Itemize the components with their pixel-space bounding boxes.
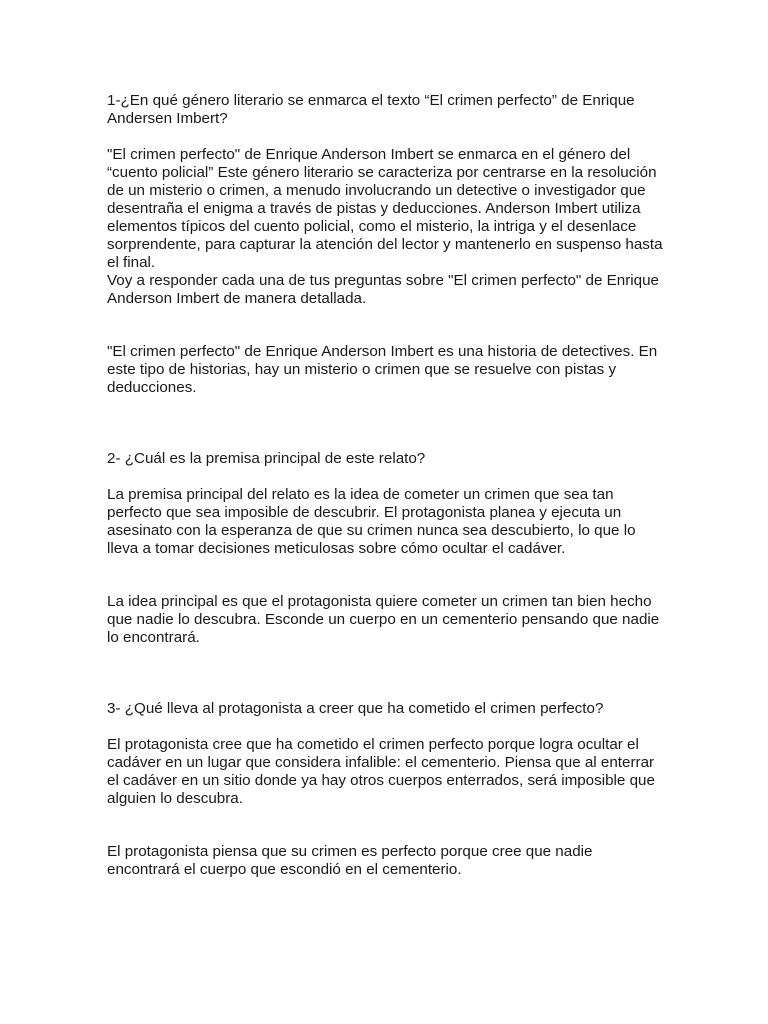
text-line: deducciones.	[107, 379, 197, 396]
text-line: “cuento policial” Este género literario se caracteriza por centrarse en la resolución	[107, 164, 657, 181]
text-line: "El crimen perfecto" de Enrique Anderson Imbert se enmarca en el género del	[107, 146, 631, 163]
text-line: 3- ¿Qué lleva al protagonista a creer que ha cometido el crimen perfecto?	[107, 700, 604, 717]
text-line: 1-¿En qué género literario se enmarca el texto “El crimen perfecto” de Enrique	[107, 92, 635, 109]
text-line: lleva a tomar decisiones meticulosas sobre cómo ocultar el cadáver.	[107, 540, 566, 557]
text-line: el cadáver en un sitio donde ya hay otros cuerpos enterrados, será imposible que	[107, 772, 655, 789]
answer-1-paragraph	[107, 146, 667, 308]
question-2	[107, 450, 667, 468]
text-line: elementos típicos del cuento policial, como el misterio, la intriga y el desenlace	[107, 218, 637, 235]
text-line: Andersen Imbert?	[107, 110, 228, 127]
answer-2-summary	[107, 593, 667, 647]
text-line: desentraña el enigma a través de pistas y deducciones. Anderson Imbert utiliza	[107, 200, 641, 217]
text-line: este tipo de historias, hay un misterio o crimen que se resuelve con pistas y	[107, 361, 617, 378]
text-line: el final.	[107, 254, 156, 271]
text-line: La idea principal es que el protagonista quiere cometer un crimen tan bien hecho	[107, 593, 652, 610]
text-line: que nadie lo descubra. Esconde un cuerpo en un cementerio pensando que nadie	[107, 611, 660, 628]
answer-3-summary	[107, 843, 667, 879]
text-line: alguien lo descubra.	[107, 790, 243, 807]
text-line: La premisa principal del relato es la idea de cometer un crimen que sea tan	[107, 486, 614, 503]
text-line: perfecto que sea imposible de descubrir. El protagonista planea y ejecuta un	[107, 504, 622, 521]
text-line: El protagonista piensa que su crimen es perfecto porque cree que nadie	[107, 843, 593, 860]
question-3	[107, 700, 667, 718]
text-line: sorprendente, para capturar la atención del lector y mantenerlo en suspenso hasta	[107, 236, 663, 253]
text-line: "El crimen perfecto" de Enrique Anderson Imbert es una historia de detectives. En	[107, 343, 658, 360]
text-line: Voy a responder cada una de tus preguntas sobre "El crimen perfecto" de Enrique	[107, 272, 659, 289]
answer-1-summary	[107, 343, 667, 397]
text-line: El protagonista cree que ha cometido el crimen perfecto porque logra ocultar el	[107, 736, 639, 753]
text-line: lo encontrará.	[107, 629, 200, 646]
answer-2-paragraph	[107, 486, 667, 558]
text-line: Anderson Imbert de manera detallada.	[107, 290, 367, 307]
answer-3-paragraph	[107, 736, 667, 808]
text-line: 2- ¿Cuál es la premisa principal de este relato?	[107, 450, 426, 467]
text-line: de un misterio o crimen, a menudo involucrando un detective o investigador que	[107, 182, 646, 199]
text-line: encontrará el cuerpo que escondió en el cementerio.	[107, 861, 462, 878]
text-line: asesinato con la esperanza de que su crimen nunca sea descubierto, lo que lo	[107, 522, 636, 539]
question-1	[107, 92, 667, 128]
text-line: cadáver en un lugar que considera infalible: el cementerio. Piensa que al enterrar	[107, 754, 655, 771]
